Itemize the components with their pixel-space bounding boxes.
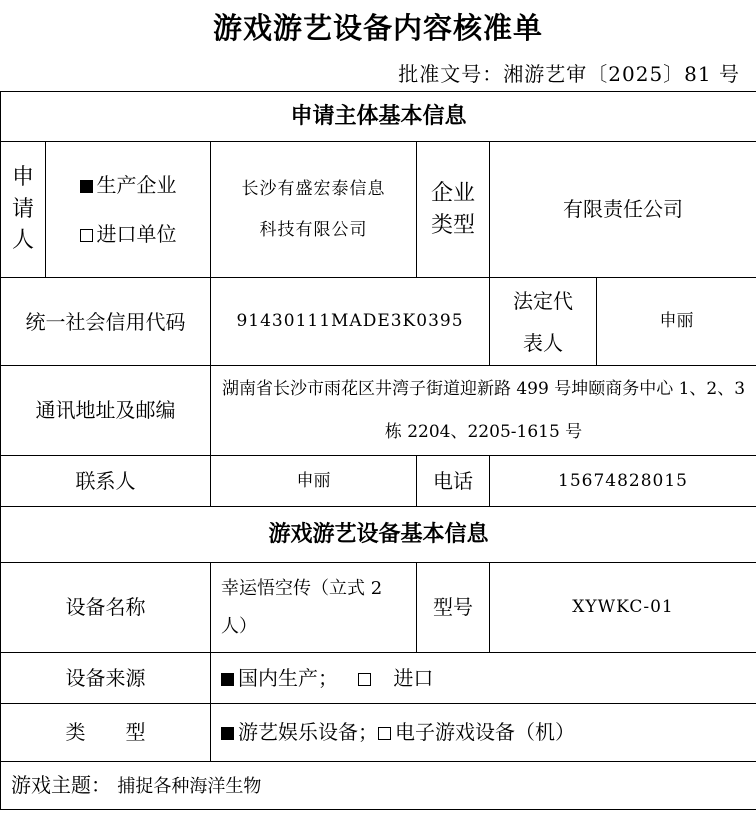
game-theme-row <box>1 762 756 810</box>
checkbox-importer <box>80 229 93 242</box>
checkbox-domestic <box>221 673 234 686</box>
category-label: 类 型 <box>1 704 211 762</box>
game-theme-label: 游戏主题： <box>11 773 111 797</box>
section-applicant-info: 申请主体基本信息 <box>1 92 756 142</box>
address-value: 湖南省长沙市雨花区井湾子街道迎新路 499 号坤颐商务中心 1、2、3 栋 2204、2205-1615 号 <box>211 366 756 456</box>
category-options <box>211 704 756 762</box>
option-amusement: 游艺娱乐设备； <box>221 720 378 744</box>
device-name-label: 设备名称 <box>1 563 211 653</box>
legal-rep-value: 申丽 <box>597 278 756 366</box>
model-label: 型号 <box>417 563 490 653</box>
game-theme-value: 捕捉各种海洋生物 <box>117 776 262 797</box>
model-value: XYWKC-01 <box>490 563 756 653</box>
checkbox-amusement <box>221 727 234 740</box>
company-type-label: 企业类型 <box>417 142 490 278</box>
device-name-value: 幸运悟空传（立式 2 人） <box>211 563 417 653</box>
option-domestic: 国内生产； <box>221 666 338 690</box>
option-imported: 进口 <box>358 666 433 690</box>
phone-label: 电话 <box>417 456 490 507</box>
company-name: 长沙有盛宏泰信息科技有限公司 <box>211 142 417 278</box>
credit-code-label: 统一社会信用代码 <box>1 278 211 366</box>
applicant-label: 申请人 <box>1 142 46 278</box>
checkbox-electronic <box>378 727 391 740</box>
credit-code-value: 91430111MADE3K0395 <box>211 278 490 366</box>
legal-rep-label: 法定代表人 <box>490 278 597 366</box>
document-title: 游戏游艺设备内容核准单 <box>212 11 543 45</box>
contact-value: 申丽 <box>211 456 417 507</box>
company-type-value: 有限责任公司 <box>490 142 756 278</box>
checkbox-manufacturer <box>80 180 93 193</box>
option-importer: 进口单位 <box>52 219 204 250</box>
device-source-options <box>211 653 756 704</box>
option-electronic: 电子游戏设备（机） <box>378 720 575 744</box>
applicant-type-options <box>46 142 211 278</box>
device-source-label: 设备来源 <box>1 653 211 704</box>
phone-value: 15674828015 <box>490 456 756 507</box>
option-manufacturer: 生产企业 <box>52 170 204 201</box>
approval-table <box>0 91 756 810</box>
contact-label: 联系人 <box>1 456 211 507</box>
section-device-info: 游戏游艺设备基本信息 <box>1 507 756 563</box>
address-label: 通讯地址及邮编 <box>1 366 211 456</box>
approval-number: 批准文号：湘游艺审〔2025〕81 号 <box>398 62 740 86</box>
checkbox-imported <box>358 673 371 686</box>
